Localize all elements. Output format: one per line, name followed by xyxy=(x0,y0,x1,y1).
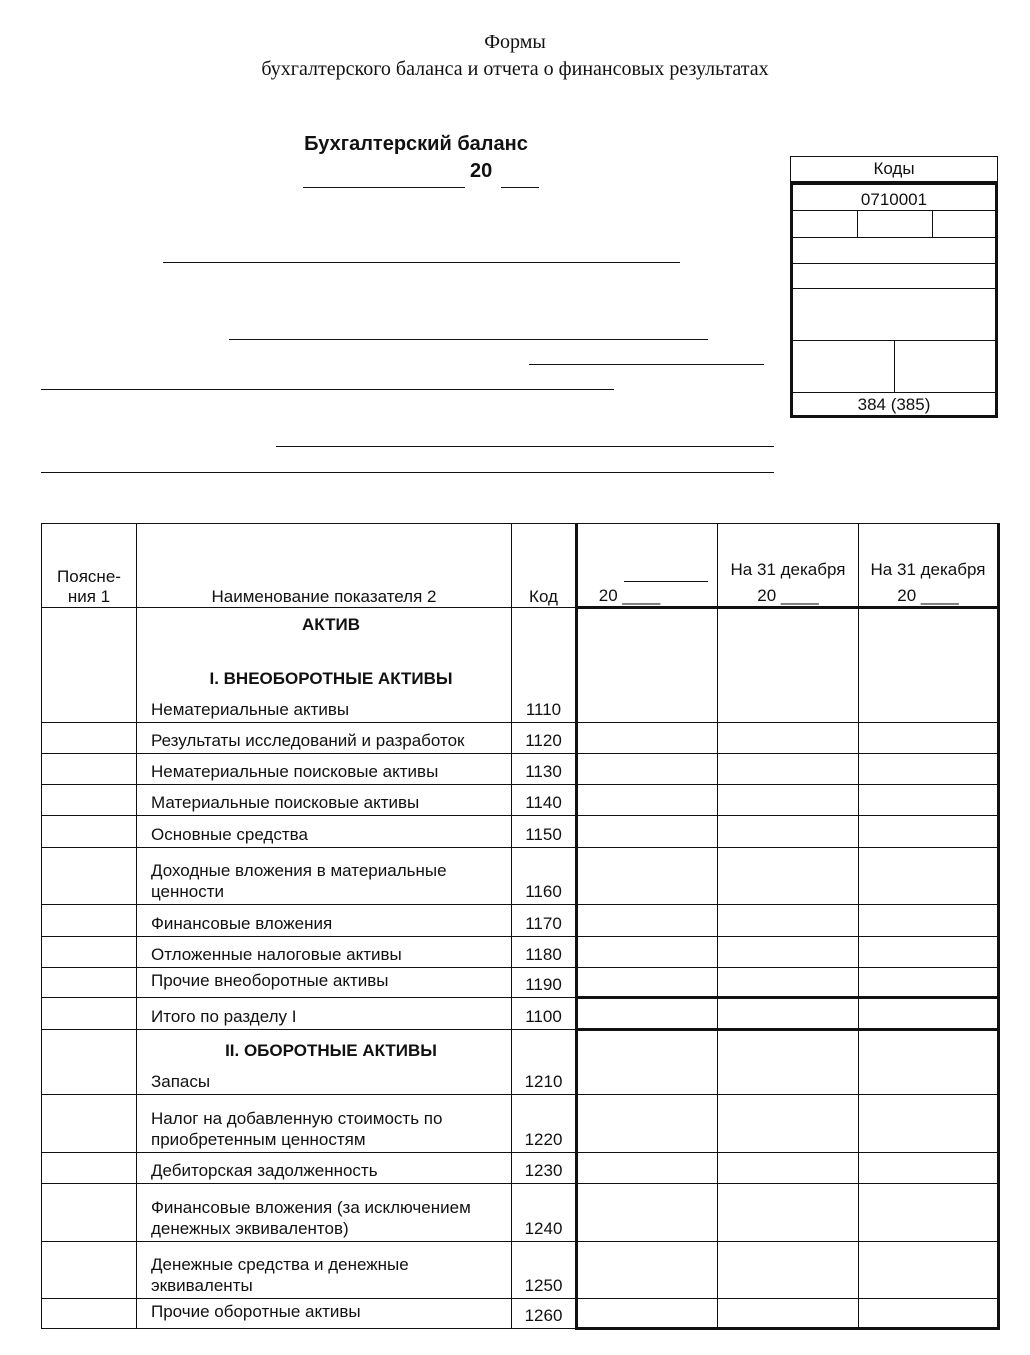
row-code: 1170 xyxy=(512,905,577,937)
value-cell[interactable] xyxy=(718,816,859,848)
header-period3-line1: На 31 декабря xyxy=(870,560,986,579)
value-cell[interactable] xyxy=(718,1153,859,1184)
value-cell[interactable] xyxy=(859,754,999,785)
table-row xyxy=(42,1299,999,1329)
date-blank[interactable] xyxy=(303,175,465,188)
row-code: 1120 xyxy=(512,723,577,754)
year-blank[interactable] xyxy=(501,175,539,188)
name-cell xyxy=(137,608,512,723)
balance-table xyxy=(41,523,1000,1330)
row-code: 1210 xyxy=(512,1030,577,1095)
table-row xyxy=(42,968,999,998)
table-row xyxy=(42,816,999,848)
value-cell[interactable] xyxy=(718,968,859,998)
notes-cell[interactable] xyxy=(42,1299,137,1329)
table-row xyxy=(42,1184,999,1242)
value-cell[interactable] xyxy=(859,937,999,968)
notes-cell[interactable] xyxy=(42,1184,137,1242)
row-name: Результаты исследований и разработок xyxy=(137,723,512,754)
row-code: 1110 xyxy=(512,608,577,723)
ownership-blank[interactable] xyxy=(41,389,614,390)
row-code: 1260 xyxy=(512,1299,577,1329)
table-row xyxy=(42,723,999,754)
notes-cell[interactable] xyxy=(42,785,137,816)
row-code: 1140 xyxy=(512,785,577,816)
value-cell[interactable] xyxy=(859,608,999,723)
value-cell[interactable] xyxy=(718,723,859,754)
value-cell[interactable] xyxy=(577,785,718,816)
value-cell[interactable] xyxy=(577,1095,718,1153)
notes-cell[interactable] xyxy=(42,1030,137,1095)
header-period3 xyxy=(859,524,999,608)
value-cell[interactable] xyxy=(577,1153,718,1184)
address-blank-2[interactable] xyxy=(41,472,774,473)
row-code: 1160 xyxy=(512,848,577,905)
table-row xyxy=(42,1242,999,1299)
row-code: 1100 xyxy=(512,998,577,1030)
row-name: Нематериальные активы xyxy=(151,700,350,719)
header-period2-line2: 20 ____ xyxy=(757,586,819,605)
notes-cell[interactable] xyxy=(42,937,137,968)
organization-blank[interactable] xyxy=(163,262,680,263)
notes-cell[interactable] xyxy=(42,1153,137,1184)
value-cell[interactable] xyxy=(859,905,999,937)
value-cell[interactable] xyxy=(718,848,859,905)
value-cell[interactable] xyxy=(577,1299,718,1329)
notes-cell[interactable] xyxy=(42,608,137,723)
value-cell[interactable] xyxy=(577,968,718,998)
header-notes xyxy=(42,524,137,608)
section1-title: I. ВНЕОБОРОТНЫЕ АКТИВЫ xyxy=(209,669,453,688)
value-cell[interactable] xyxy=(718,754,859,785)
value-cell[interactable] xyxy=(859,1153,999,1184)
row-name: Отложенные налоговые активы xyxy=(137,937,512,968)
codes-label: Коды xyxy=(873,159,915,178)
row-name: Налог на добавленную стоимость по приобретенным ценностям xyxy=(137,1095,512,1153)
table-row xyxy=(42,848,999,905)
value-cell[interactable] xyxy=(859,785,999,816)
value-cell[interactable] xyxy=(718,785,859,816)
header-period1 xyxy=(577,524,718,608)
row-code: 1250 xyxy=(512,1242,577,1299)
header-code: Код xyxy=(512,524,577,608)
table-row xyxy=(42,1095,999,1153)
row-name: Доходные вложения в материальные ценности xyxy=(137,848,512,905)
value-cell[interactable] xyxy=(577,848,718,905)
table-row xyxy=(42,608,999,723)
value-cell[interactable] xyxy=(718,1242,859,1299)
row-code: 1190 xyxy=(512,968,577,998)
header-period2-line1: На 31 декабря xyxy=(730,560,846,579)
row-code: 1150 xyxy=(512,816,577,848)
table-row xyxy=(42,785,999,816)
value-cell[interactable] xyxy=(718,1299,859,1329)
header-period2 xyxy=(718,524,859,608)
value-cell[interactable] xyxy=(859,1095,999,1153)
page-title: Бухгалтерский баланс xyxy=(304,133,528,155)
table-row xyxy=(42,1153,999,1184)
row-name: Итого по разделу I xyxy=(137,998,512,1030)
row-code: 1220 xyxy=(512,1095,577,1153)
row-name: Материальные поисковые активы xyxy=(137,785,512,816)
row-name: Денежные средства и денежные эквиваленты xyxy=(137,1242,512,1299)
value-cell[interactable] xyxy=(718,1030,859,1095)
row-code: 1230 xyxy=(512,1153,577,1184)
notes-cell[interactable] xyxy=(42,816,137,848)
value-cell[interactable] xyxy=(577,937,718,968)
legal-form-blank[interactable] xyxy=(529,364,764,365)
row-name: Основные средства xyxy=(137,816,512,848)
activity-blank[interactable] xyxy=(229,339,708,340)
notes-cell[interactable] xyxy=(42,848,137,905)
header-notes-line2: ния 1 xyxy=(67,587,111,606)
value-cell[interactable] xyxy=(577,1030,718,1095)
row-name: Нематериальные поисковые активы xyxy=(137,754,512,785)
row-name: Дебиторская задолженность xyxy=(137,1153,512,1184)
forms-header-line1: Формы xyxy=(484,31,546,53)
value-cell[interactable] xyxy=(718,1184,859,1242)
codes-box xyxy=(790,156,998,418)
notes-cell[interactable] xyxy=(42,998,137,1030)
row-code: 1180 xyxy=(512,937,577,968)
value-cell[interactable] xyxy=(577,816,718,848)
name-cell xyxy=(137,1030,512,1095)
notes-cell[interactable] xyxy=(42,754,137,785)
table-row xyxy=(42,754,999,785)
header-notes-line1: Поясне- xyxy=(57,567,121,586)
okud-code: 0710001 xyxy=(860,190,928,209)
table-row xyxy=(42,937,999,968)
header-period3-line2: 20 ____ xyxy=(897,586,959,605)
row-name: Прочие оборотные активы xyxy=(137,1299,512,1329)
value-cell[interactable] xyxy=(577,905,718,937)
address-blank[interactable] xyxy=(276,446,774,447)
table-row xyxy=(42,1030,999,1095)
value-cell[interactable] xyxy=(859,1242,999,1299)
value-cell[interactable] xyxy=(577,723,718,754)
value-cell[interactable] xyxy=(859,998,999,1030)
value-cell[interactable] xyxy=(577,608,718,723)
forms-header-line2: бухгалтерского баланса и отчета о финансовых результатах xyxy=(261,58,769,80)
notes-cell[interactable] xyxy=(42,968,137,998)
row-code: 1130 xyxy=(512,754,577,785)
section2-title: II. ОБОРОТНЫЕ АКТИВЫ xyxy=(225,1041,437,1060)
row-code: 1240 xyxy=(512,1184,577,1242)
value-cell[interactable] xyxy=(859,816,999,848)
year-prefix: 20 xyxy=(470,160,493,182)
value-cell[interactable] xyxy=(718,608,859,723)
value-cell[interactable] xyxy=(859,1030,999,1095)
notes-cell[interactable] xyxy=(42,1095,137,1153)
value-cell[interactable] xyxy=(718,998,859,1030)
notes-cell[interactable] xyxy=(42,1242,137,1299)
row-name: Запасы xyxy=(151,1072,211,1091)
value-cell[interactable] xyxy=(577,1242,718,1299)
value-cell[interactable] xyxy=(577,754,718,785)
row-name: Финансовые вложения (за исключением денежных эквивалентов) xyxy=(137,1184,512,1242)
row-name: Прочие внеоборотные активы xyxy=(137,968,512,998)
row-name: Финансовые вложения xyxy=(137,905,512,937)
value-cell[interactable] xyxy=(859,1299,999,1329)
table-row-total xyxy=(42,998,999,1030)
notes-cell[interactable] xyxy=(42,723,137,754)
value-cell[interactable] xyxy=(577,1184,718,1242)
section-aktiv-title: АКТИВ xyxy=(302,615,360,634)
value-cell[interactable] xyxy=(718,905,859,937)
value-cell[interactable] xyxy=(859,968,999,998)
value-cell[interactable] xyxy=(577,998,718,1030)
okei-code: 384 (385) xyxy=(857,395,931,414)
header-name: Наименование показателя 2 xyxy=(137,524,512,608)
value-cell[interactable] xyxy=(718,1095,859,1153)
value-cell[interactable] xyxy=(859,723,999,754)
header-period1-year: 20 ____ xyxy=(598,586,661,605)
table-header-row xyxy=(42,524,999,608)
value-cell[interactable] xyxy=(718,937,859,968)
table-row xyxy=(42,905,999,937)
notes-cell[interactable] xyxy=(42,905,137,937)
value-cell[interactable] xyxy=(859,1184,999,1242)
value-cell[interactable] xyxy=(859,848,999,905)
